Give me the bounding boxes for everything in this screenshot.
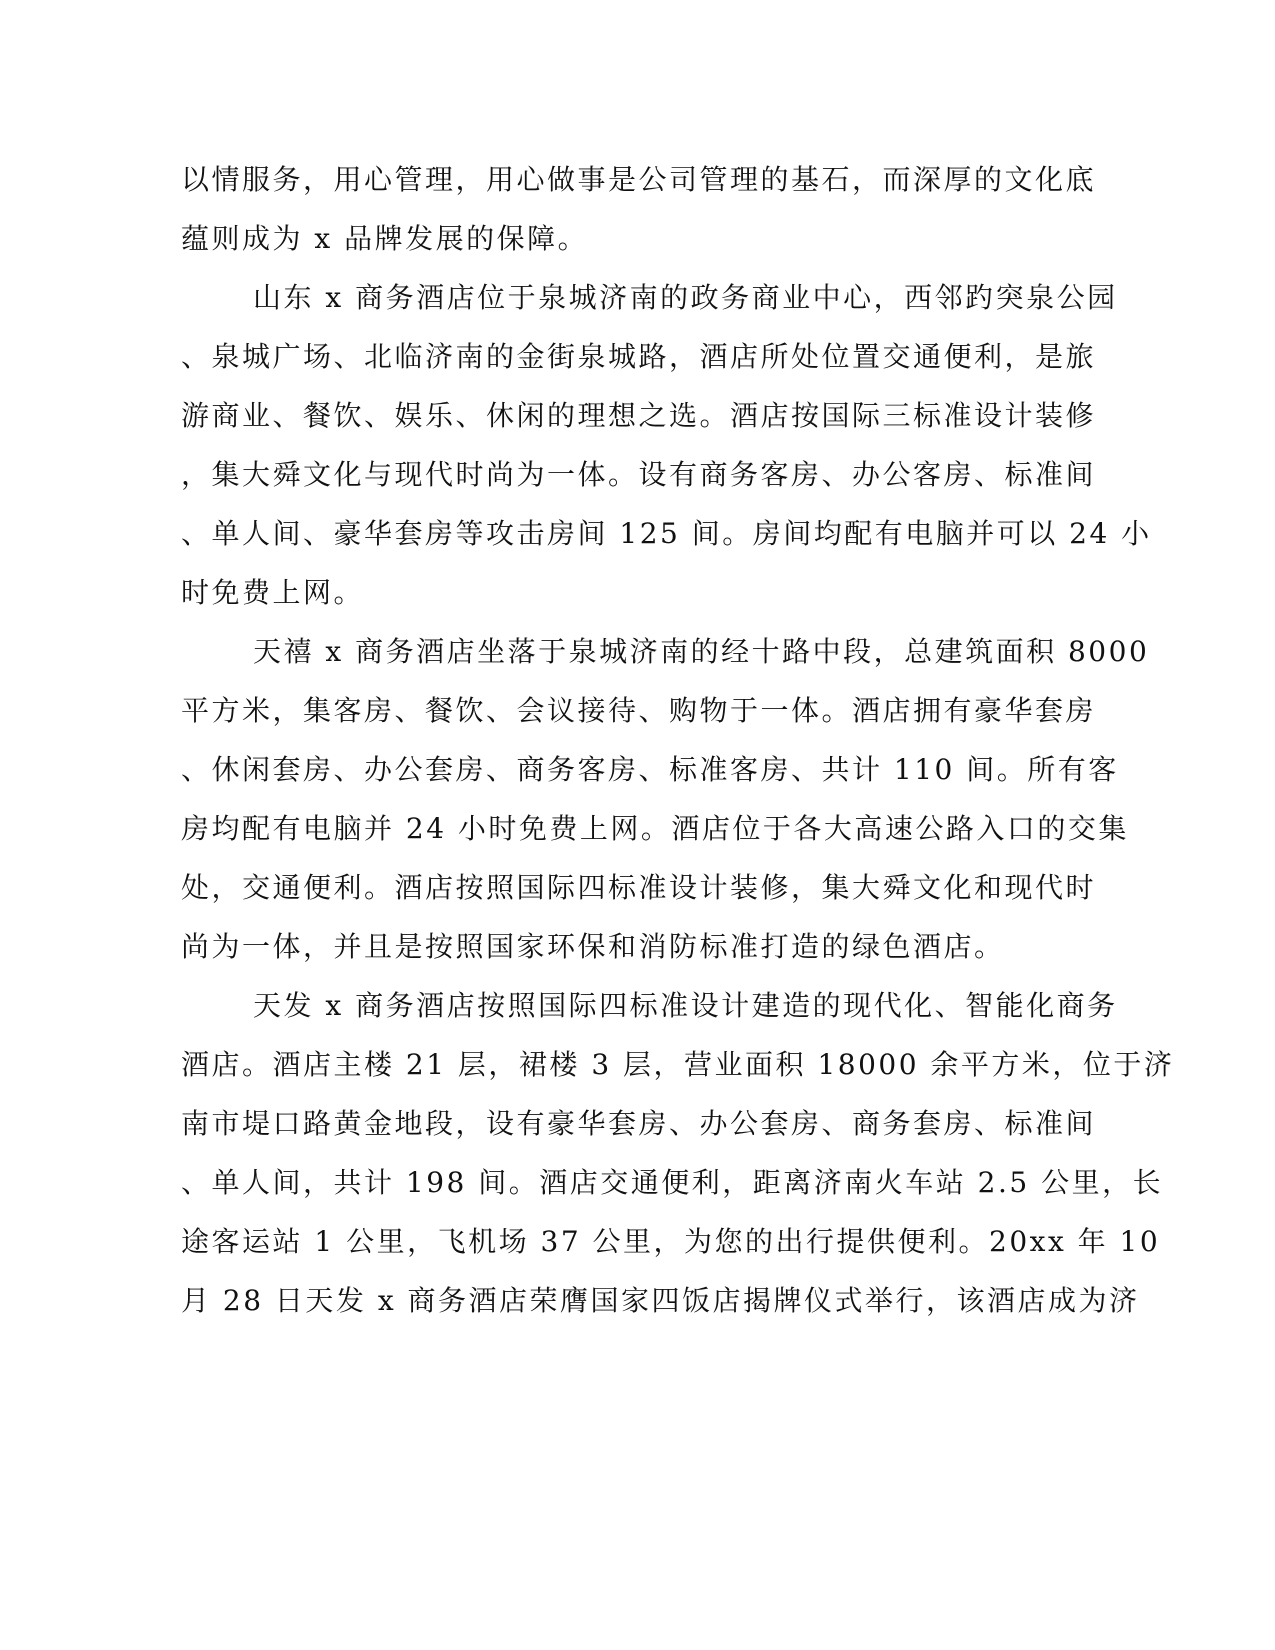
text-line: 以情服务，用心管理，用心做事是公司管理的基石，而深厚的文化底: [181, 163, 1097, 196]
text-line: 房均配有电脑并 24 小时免费上网。酒店位于各大高速公路入口的交集: [181, 812, 1129, 845]
text-line: 酒店。酒店主楼 21 层，裙楼 3 层，营业面积 18000 余平方米，位于济: [181, 1048, 1175, 1081]
text-line: 处，交通便利。酒店按照国际四标准设计装修，集大舜文化和现代时: [181, 871, 1097, 904]
text-line: 、单人间、豪华套房等攻击房间 125 间。房间均配有电脑并可以 24 小: [181, 517, 1152, 550]
text-line: 、休闲套房、办公套房、商务客房、标准客房、共计 110 间。所有客: [181, 753, 1119, 786]
paragraph-start-line: 天禧 x 商务酒店坐落于泉城济南的经十路中段，总建筑面积 8000: [253, 635, 1150, 668]
text-line: 、单人间，共计 198 间。酒店交通便利，距离济南火车站 2.5 公里，长: [181, 1166, 1164, 1199]
text-line: 月 28 日天发 x 商务酒店荣膺国家四饭店揭牌仪式举行，该酒店成为济: [181, 1284, 1140, 1317]
text-line: 游商业、餐饮、娱乐、休闲的理想之选。酒店按国际三标准设计装修: [181, 399, 1097, 432]
text-line: 时免费上网。: [181, 576, 365, 609]
text-line: 、泉城广场、北临济南的金街泉城路，酒店所处位置交通便利，是旅: [181, 340, 1097, 373]
text-line: 蕴则成为 x 品牌发展的保障。: [181, 222, 589, 255]
text-line: 平方米，集客房、餐饮、会议接待、购物于一体。酒店拥有豪华套房: [181, 694, 1097, 727]
paragraph-start-line: 天发 x 商务酒店按照国际四标准设计建造的现代化、智能化商务: [253, 989, 1118, 1022]
text-line: 途客运站 1 公里，飞机场 37 公里，为您的出行提供便利。20xx 年 10: [181, 1225, 1161, 1258]
text-line: 尚为一体，并且是按照国家环保和消防标准打造的绿色酒店。: [181, 930, 1005, 963]
text-line: 南市堤口路黄金地段，设有豪华套房、办公套房、商务套房、标准间: [181, 1107, 1097, 1140]
text-line: ，集大舜文化与现代时尚为一体。设有商务客房、办公客房、标准间: [181, 458, 1097, 491]
paragraph-start-line: 山东 x 商务酒店位于泉城济南的政务商业中心，西邻趵突泉公园: [253, 281, 1118, 314]
